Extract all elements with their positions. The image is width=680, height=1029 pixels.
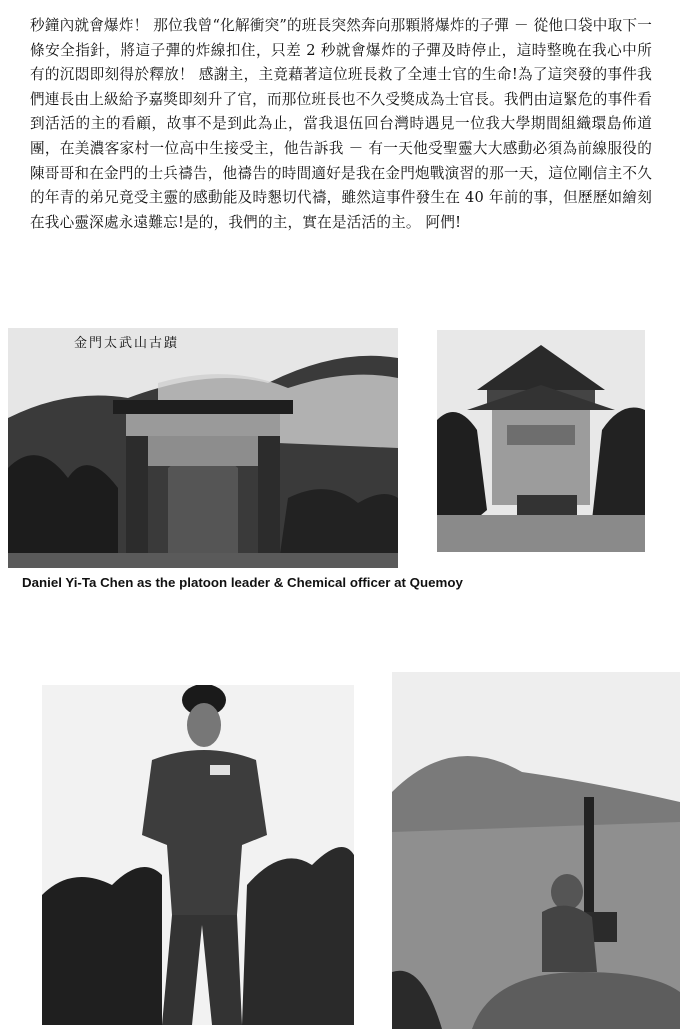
gate-inscription: 金門太武山古蹟	[74, 336, 180, 351]
photo-stone-gate	[8, 328, 398, 568]
photo-soldier-machine-gun	[392, 672, 680, 1029]
photo-caption: Daniel Yi-Ta Chen as the platoon leader & Chemical officer at Quemoy	[22, 575, 463, 590]
photo-soldier-standing	[42, 685, 354, 1025]
article-paragraph: 秒鐘內就會爆炸！ 那位我曾“化解衝突”的班長突然奔向那顆將爆炸的子彈 － 從他口袋中取下一條安全指針，將這子彈的炸線扣住，只差 2 秒就會爆炸的子彈及時停止，這時整晚在我心中所有的沉悶即刻得於釋放！ 感謝主，主竟藉著這位班長救了全連士官的生命!為了這突發的事件我們連長由上級給予嘉獎即刻升了官，而那位班長也不久受獎成為士官長。我們由這緊危的事件看到活活的主的看顧，故事不是到此為止，當我退伍回台灣時遇見一位我大學期間組織環島佈道團，在美濃客家村一位高中生接受主，他告訴我 － 有一天他受聖靈大大感動必須為前線服役的陳哥哥和在金門的士兵禱告，他禱告的時間適好是我在金門炮戰演習的那一天，這位剛信主不久的年青的弟兄竟受主靈的感動能及時懇切代禱，雖然這事件發生在 40 年前的事，但歷歷如繪刻在我心靈深處永遠難忘!是的，我們的主，實在是活活的主。 阿們!	[30, 17, 652, 231]
photo-traditional-building	[437, 330, 645, 552]
